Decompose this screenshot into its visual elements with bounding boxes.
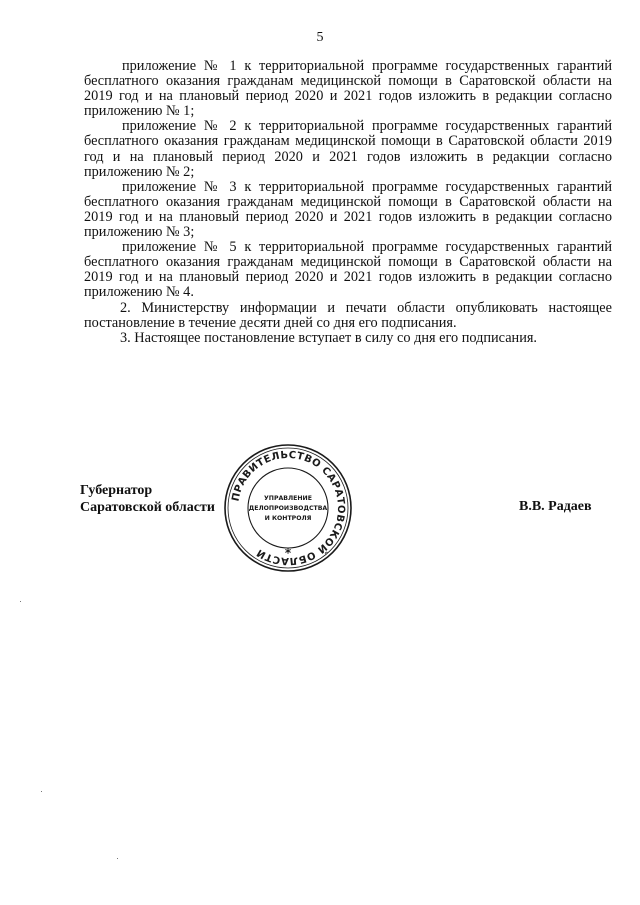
scan-speck	[41, 791, 42, 792]
signatory-position-line2: Саратовской области	[80, 500, 215, 515]
official-seal	[222, 442, 354, 574]
document-body	[84, 59, 612, 346]
paragraph-appendix-5: приложение № 5 к территориальной программе государственных гарантий бесплатного оказания гражданам медицинской помощи в Саратовской области на 2019 год и на плановый период 2020 и 2021 годов изложить в редакции согласно приложению № 4.	[84, 239, 612, 301]
signatory-position-line1: Губернатор	[80, 483, 153, 498]
page-number: 5	[316, 30, 324, 45]
signer-name: В.В. Радаев	[519, 499, 592, 514]
seal-center-line-2: ДЕЛОПРОИЗВОДСТВА	[248, 505, 328, 512]
scan-speck	[117, 858, 118, 859]
signatory-title	[80, 482, 215, 516]
seal-star-icon: *	[284, 546, 292, 560]
paragraph-publication: 2. Министерству информации и печати области опубликовать настоящее постановление в течение десяти дней со дня его подписания.	[84, 299, 612, 331]
paragraph-appendix-1: приложение № 1 к территориальной программе государственных гарантий бесплатного оказания гражданам медицинской помощи в Саратовской области на 2019 год и на плановый период 2020 и 2021 годов изложить в редакции согласно приложению № 1;	[84, 58, 612, 120]
paragraph-appendix-2: приложение № 2 к территориальной программе государственных гарантий бесплатного оказания гражданам медицинской помощи в Саратовской области 2019 год и на плановый период 2020 и 2021 годов изложить в редакции согласно приложению № 2;	[84, 118, 612, 180]
seal-ring-text: ПРАВИТЕЛЬСТВО САРАТОВСКОЙ ОБЛАСТИ	[230, 449, 347, 567]
scan-speck	[20, 601, 21, 602]
seal-center-line-3: И КОНТРОЛЯ	[264, 515, 312, 522]
paragraph-appendix-3: приложение № 3 к территориальной программе государственных гарантий бесплатного оказания гражданам медицинской помощи в Саратовской области на 2019 год и на плановый период 2020 и 2021 годов изложить в редакции согласно приложению № 3;	[84, 178, 612, 241]
seal-center-line-1: УПРАВЛЕНИЕ	[264, 495, 312, 502]
paragraph-effective-date: 3. Настоящее постановление вступает в силу со дня его подписания.	[120, 329, 537, 346]
